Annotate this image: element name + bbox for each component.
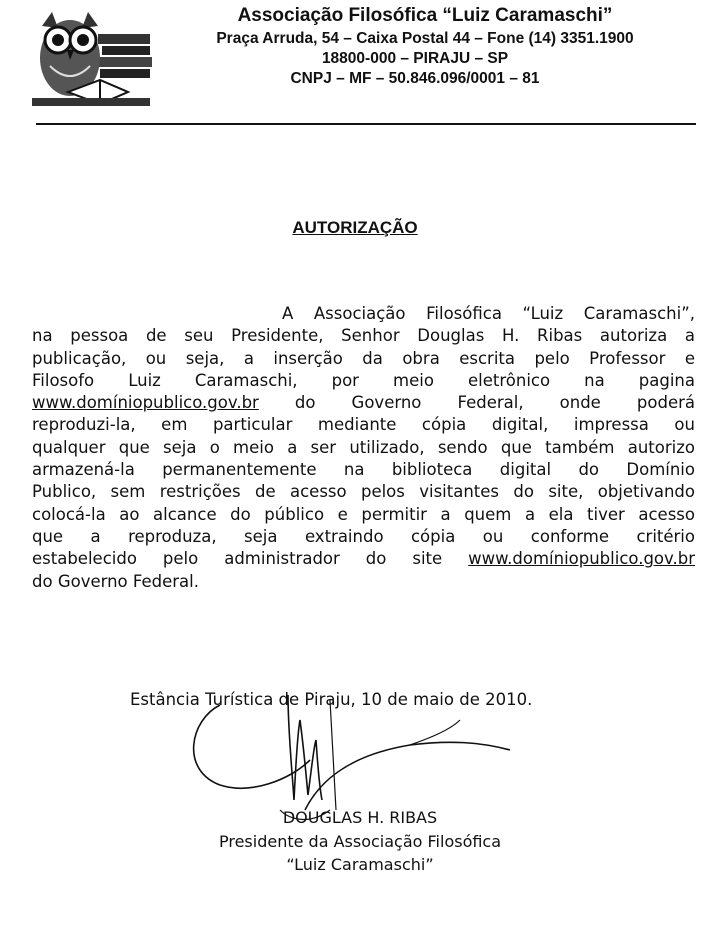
portal-link-2[interactable]: www.domíniopublico.gov.br <box>468 549 695 569</box>
body-line: Publico, sem restrições de acesso pelos visitantes do site, objetivando <box>32 482 695 502</box>
org-zip-city: 18800-000 – PIRAJU – SP <box>321 50 509 67</box>
body-line: reproduzi-la, em particular mediante cópia digital, impressa ou <box>32 415 695 435</box>
body-line: qualquer que seja o meio a ser utilizado, sendo que também autorizo <box>32 437 695 457</box>
portal-link[interactable]: www.domíniopublico.gov.br <box>32 393 259 413</box>
body-line-tail: do Governo Federal, onde poderá <box>258 393 695 413</box>
org-cnpj: CNPJ – MF – 50.846.096/0001 – 81 <box>290 70 540 87</box>
body-line-with-link <box>32 548 695 570</box>
document-body <box>32 303 695 593</box>
signatory-org: “Luiz Caramaschi” <box>286 855 434 874</box>
body-line: que a reproduza, seja extraindo cópia ou conforme critério <box>32 526 695 546</box>
body-line: armazená-la permanentemente na biblioteca digital do Domínio <box>32 460 695 480</box>
body-line: publicação, ou seja, a inserção da obra escrita pelo Professor e <box>32 348 695 368</box>
body-line: A Associação Filosófica “Luiz Caramaschi”, <box>282 304 695 323</box>
header-divider <box>36 123 696 125</box>
body-line: Filosofo Luiz Caramaschi, por meio eletrônico na pagina <box>32 370 695 390</box>
document-title: AUTORIZAÇÃO <box>292 218 418 237</box>
signatory-name: DOUGLAS H. RIBAS <box>282 808 438 827</box>
org-name: Associação Filosófica “Luiz Caramaschi” <box>237 5 613 26</box>
body-line: colocá-la ao alcance do público e permitir a quem a ela tiver acesso <box>32 504 695 524</box>
body-line-head: estabelecido pelo administrador do site <box>32 549 469 569</box>
body-line-with-link <box>32 392 695 414</box>
body-line: na pessoa de seu Presidente, Senhor Douglas H. Ribas autoriza a <box>32 326 695 346</box>
signatory-role: Presidente da Associação Filosófica <box>218 832 502 851</box>
body-line: do Governo Federal. <box>32 571 199 591</box>
signature-icon <box>180 660 560 830</box>
place-date: Estância Turística de Piraju, 10 de maio de 2010. <box>130 690 533 709</box>
owl-logo-icon <box>28 6 156 112</box>
org-address: Praça Arruda, 54 – Caixa Postal 44 – Fone (14) 3351.1900 <box>216 30 634 47</box>
